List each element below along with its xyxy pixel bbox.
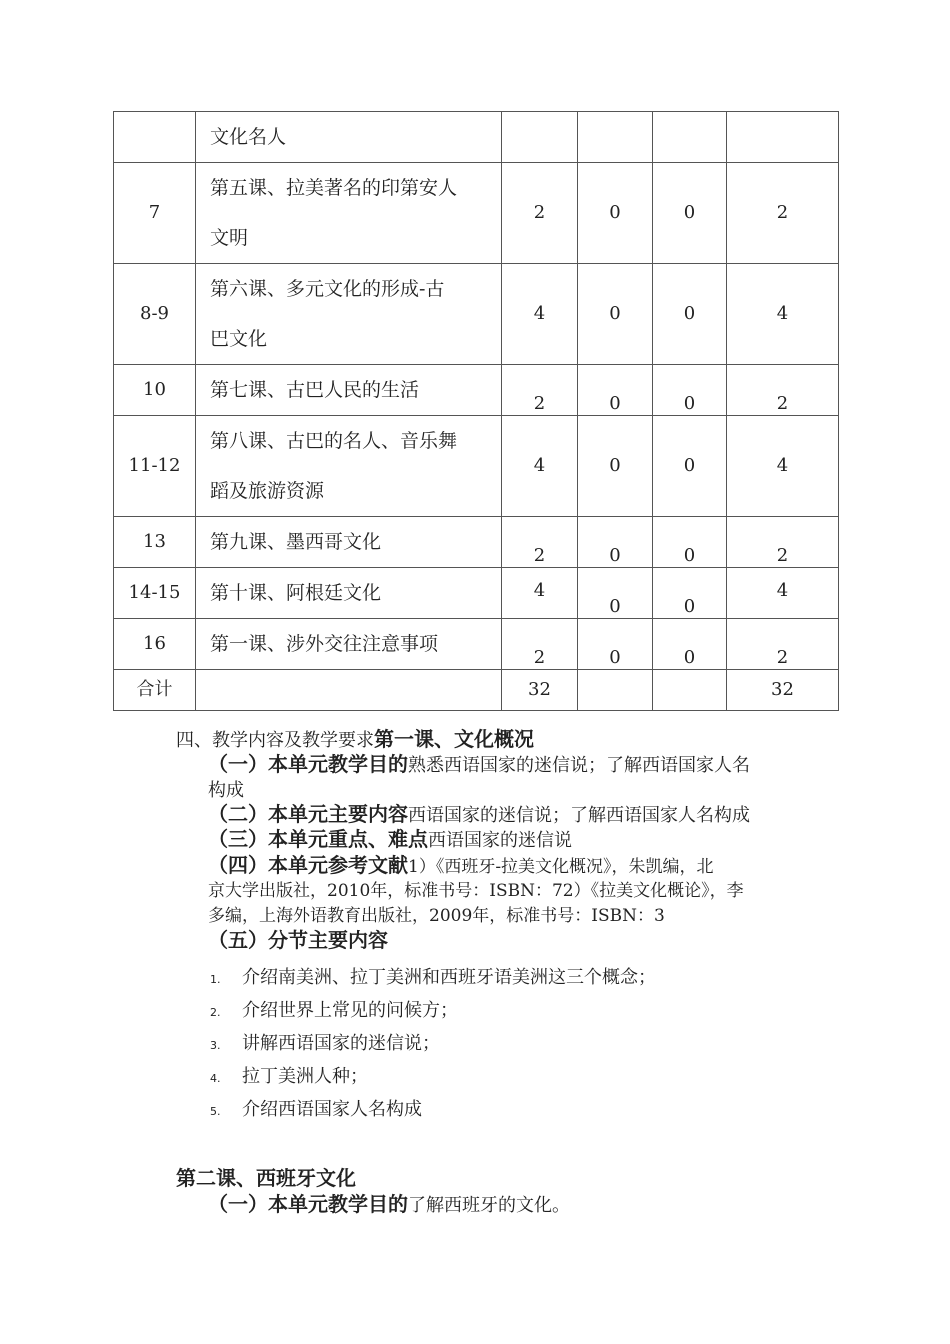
week-cell: 11-12 [114, 416, 196, 517]
lesson-title-line: 第七课、古巴人民的生活 [210, 379, 420, 401]
list-number: 2. [210, 1006, 221, 1019]
hours-cell [502, 112, 578, 163]
list-number: 5. [210, 1105, 221, 1118]
content-text: 西语国家的迷信说；了解西语国家人名构成 [408, 805, 750, 826]
hours-cell: 32 [502, 670, 578, 711]
list-item [210, 963, 656, 989]
hours-cell: 0 [578, 568, 653, 619]
lesson-title-line: 第一课、涉外交往注意事项 [210, 633, 439, 655]
week-cell: 13 [114, 517, 196, 568]
ref-label: （四）本单元参考文献 [208, 853, 408, 877]
hours-cell: 2 [502, 163, 578, 264]
schedule-table [113, 111, 839, 711]
total-label-cell: 合计 [114, 670, 196, 711]
lesson1-references [208, 853, 714, 880]
hours-cell: 4 [502, 416, 578, 517]
hours-cell [653, 112, 727, 163]
ref-text-continued: 京大学出版社，2010年，标准书号：ISBN：72）《拉美文化概论》，李 [208, 881, 744, 901]
list-number: 4. [210, 1072, 221, 1085]
lesson-title-cell [196, 619, 502, 670]
hours-cell: 0 [653, 416, 727, 517]
lesson-title-line: 巴文化 [210, 328, 268, 350]
lesson-title-cell [196, 568, 502, 619]
lesson-title-cell [196, 365, 502, 416]
week-cell: 10 [114, 365, 196, 416]
subsection-label: （五）分节主要内容 [208, 928, 388, 952]
hours-cell: 0 [578, 163, 653, 264]
lesson-title-line: 第六课、多元文化的形成-古 [210, 278, 445, 300]
hours-cell: 0 [653, 264, 727, 365]
hours-cell: 4 [727, 416, 839, 517]
lesson-title-cell [196, 112, 502, 163]
goal-text: 熟悉西语国家的迷信说；了解西语国家人名 [408, 755, 750, 776]
hours-cell: 2 [727, 619, 839, 670]
lesson-title-cell [196, 670, 502, 711]
hours-cell: 2 [502, 365, 578, 416]
hours-cell: 0 [578, 517, 653, 568]
lesson-title-line: 文化名人 [210, 126, 287, 148]
content-label: （二）本单元主要内容 [208, 802, 408, 826]
hours-cell: 4 [502, 568, 578, 619]
lesson1-key-points [208, 827, 572, 853]
section-heading [176, 727, 534, 753]
lesson-title-cell [196, 517, 502, 568]
goal-label: （一）本单元教学目的 [208, 752, 408, 776]
hours-cell: 2 [727, 517, 839, 568]
goal-text-continued: 构成 [208, 780, 244, 801]
hours-cell: 0 [653, 365, 727, 416]
week-cell: 8-9 [114, 264, 196, 365]
lesson-title-line: 文明 [210, 227, 249, 249]
table-row [114, 619, 839, 670]
list-item [210, 996, 458, 1022]
hours-cell: 0 [578, 264, 653, 365]
lesson-title-cell [196, 416, 502, 517]
hours-cell [578, 112, 653, 163]
list-item [210, 1062, 368, 1088]
hours-cell: 0 [578, 619, 653, 670]
list-number: 3. [210, 1039, 221, 1052]
lesson-title-line: 第五课、拉美著名的印第安人 [210, 177, 458, 199]
list-text: 拉丁美洲人种； [242, 1066, 368, 1087]
table-row [114, 517, 839, 568]
lesson2-goal [208, 1192, 570, 1218]
hours-cell: 2 [502, 619, 578, 670]
table-row [114, 416, 839, 517]
hours-cell: 4 [727, 568, 839, 619]
table-row [114, 264, 839, 365]
hours-cell: 4 [502, 264, 578, 365]
hours-cell: 4 [727, 264, 839, 365]
lesson-title-cell [196, 163, 502, 264]
table-row [114, 112, 839, 163]
lesson1-content [208, 802, 750, 828]
table-row [114, 568, 839, 619]
hours-cell: 0 [578, 365, 653, 416]
hours-cell [653, 670, 727, 711]
key-text: 西语国家的迷信说 [428, 830, 572, 851]
ref-text: 1）《西班牙-拉美文化概况》，朱凯编，北 [408, 857, 714, 877]
hours-cell: 0 [653, 619, 727, 670]
key-label: （三）本单元重点、难点 [208, 827, 428, 851]
hours-cell: 2 [727, 365, 839, 416]
hours-cell: 2 [502, 517, 578, 568]
table-row [114, 163, 839, 264]
goal-text: 了解西班牙的文化。 [408, 1195, 570, 1216]
table-row [114, 365, 839, 416]
list-text: 介绍南美洲、拉丁美洲和西班牙语美洲这三个概念； [242, 967, 656, 988]
lesson-title-cell [196, 264, 502, 365]
week-cell: 7 [114, 163, 196, 264]
list-item [210, 1095, 422, 1121]
lesson-title-line: 第十课、阿根廷文化 [210, 582, 382, 604]
lesson-title-line: 蹈及旅游资源 [210, 480, 325, 502]
hours-cell [578, 670, 653, 711]
lesson-title-line: 第九课、墨西哥文化 [210, 531, 382, 553]
section-heading-plain: 四、教学内容及教学要求 [176, 730, 374, 751]
table-row-total [114, 670, 839, 711]
week-cell: 14-15 [114, 568, 196, 619]
list-number: 1. [210, 973, 221, 986]
hours-cell: 0 [653, 517, 727, 568]
lesson-title-line: 第八课、古巴的名人、音乐舞 [210, 430, 458, 452]
list-text: 介绍世界上常见的问候方； [242, 1000, 458, 1021]
lesson1-goal [208, 752, 750, 778]
list-item [210, 1029, 440, 1055]
hours-cell: 2 [727, 163, 839, 264]
week-cell [114, 112, 196, 163]
lesson1-heading: 第一课、文化概况 [374, 727, 534, 751]
hours-cell [727, 112, 839, 163]
hours-cell: 32 [727, 670, 839, 711]
week-cell: 16 [114, 619, 196, 670]
ref-text-continued: 多编，上海外语教育出版社，2009年，标准书号：ISBN：3 [208, 906, 665, 926]
lesson2-heading: 第二课、西班牙文化 [176, 1166, 356, 1190]
hours-cell: 0 [653, 568, 727, 619]
hours-cell: 0 [653, 163, 727, 264]
goal-label: （一）本单元教学目的 [208, 1192, 408, 1216]
list-text: 介绍西语国家人名构成 [242, 1099, 422, 1120]
hours-cell: 0 [578, 416, 653, 517]
list-text: 讲解西语国家的迷信说； [242, 1033, 440, 1054]
